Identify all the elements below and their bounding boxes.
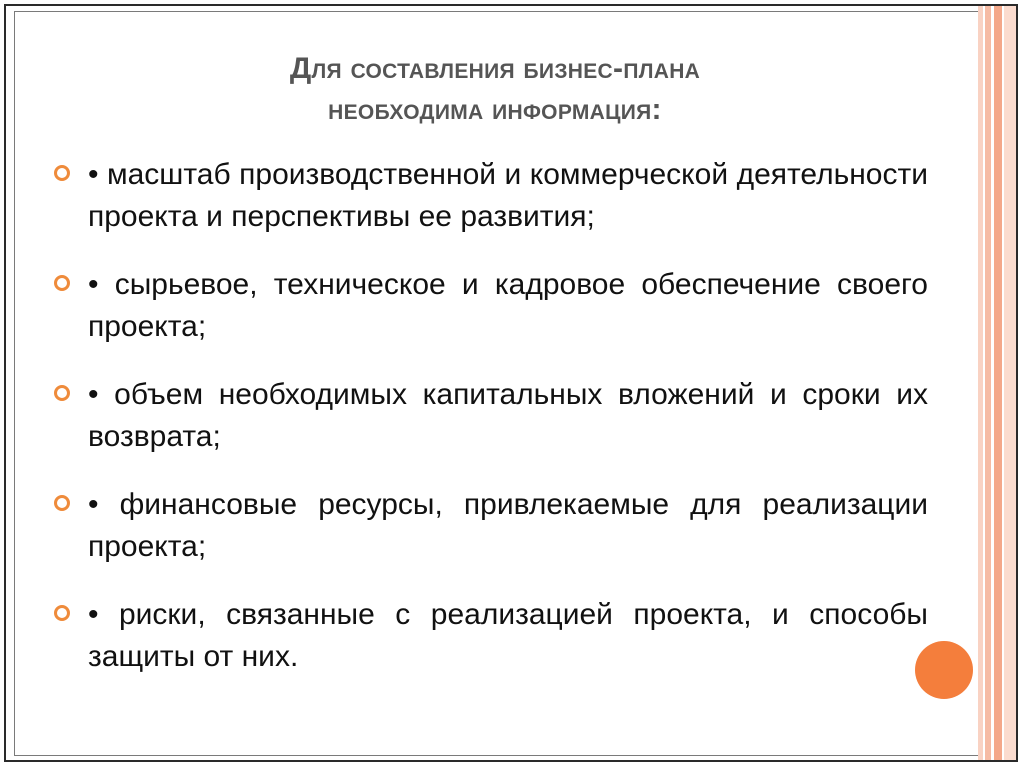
slide-title [150,48,840,130]
list-item [52,484,928,568]
ring-bullet-icon [54,495,70,511]
ring-bullet-icon [54,165,70,181]
ring-bullet-icon [54,605,70,621]
list-item-text: • масштаб производственной и коммерческой деятельности проекта и перспективы ее развития; [88,158,928,233]
decorative-stripes [978,6,1016,760]
list-item [52,154,928,238]
stripe [1004,6,1016,760]
bullet-list [52,154,928,704]
slide-title-line-2: необходима информация: [328,93,662,126]
list-item-text: • объем необходимых капитальных вложений и сроки их возврата; [88,378,928,453]
list-item-text: • риски, связанные с реализацией проекта, и способы защиты от них. [88,598,928,673]
list-item [52,594,928,678]
list-item-text: • сырьевое, техническое и кадровое обеспечение своего проекта; [88,268,928,343]
list-item [52,264,928,348]
ring-bullet-icon [54,275,70,291]
slide-title-line-1: Для составления бизнес-плана [289,52,701,85]
list-item [52,374,928,458]
stripe [994,6,1002,760]
orange-circle-icon [915,641,973,699]
list-item-text: • финансовые ресурсы, привлекаемые для реализации проекта; [88,488,928,563]
ring-bullet-icon [54,385,70,401]
